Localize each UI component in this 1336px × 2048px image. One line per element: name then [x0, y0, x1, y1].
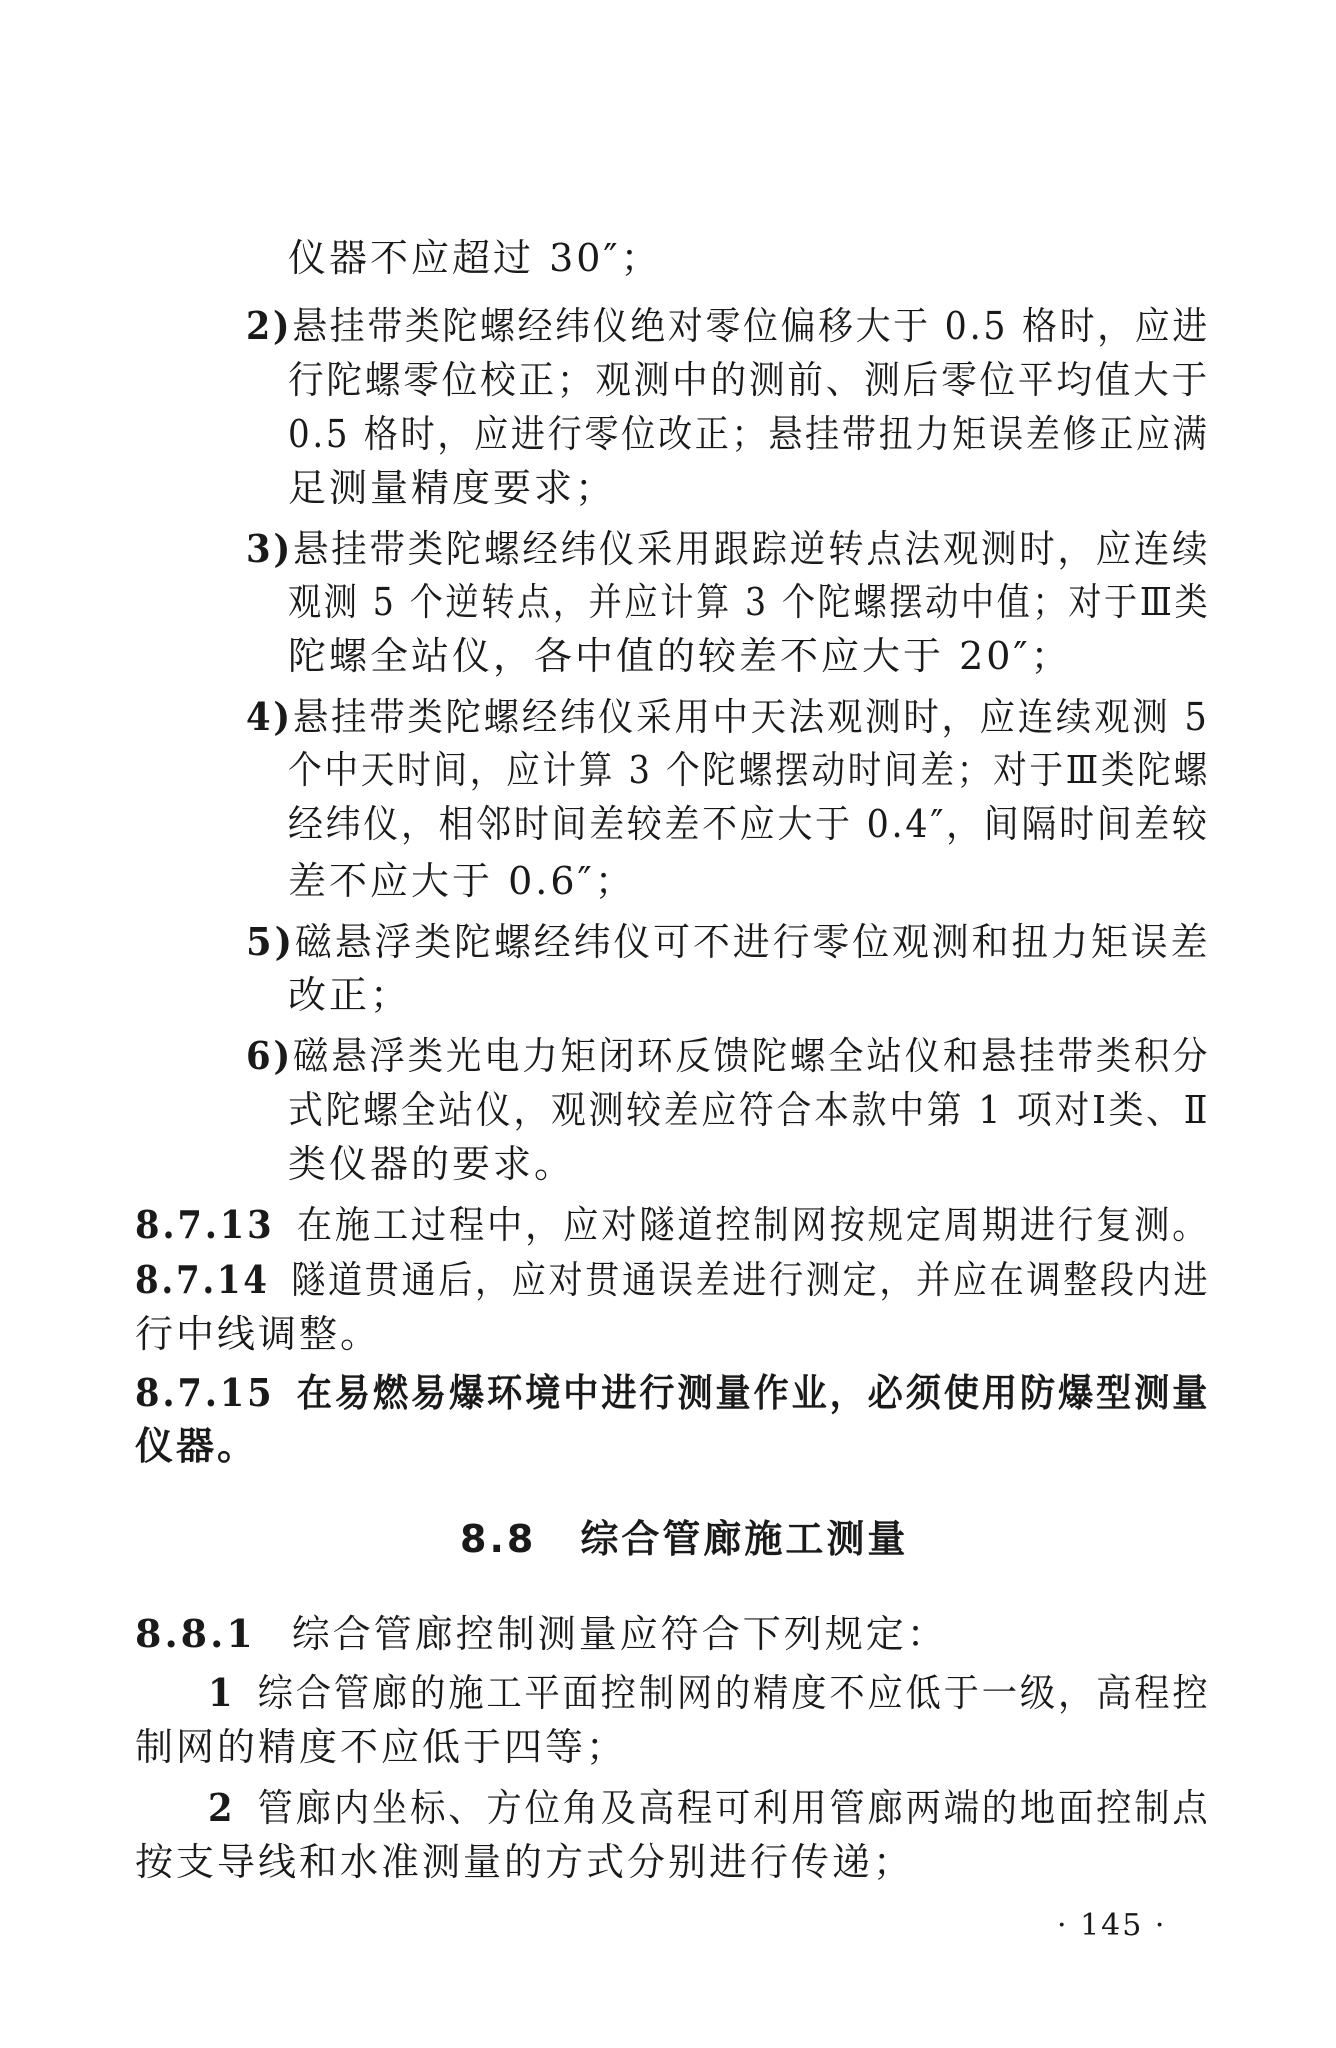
item-1: 1 综合管廊的施工平面控制网的精度不应低于一级，高程控 — [208, 1670, 1211, 1715]
item-marker: 5) — [246, 919, 295, 964]
text-line: 按支导线和水准测量的方式分别进行传递； — [135, 1840, 915, 1884]
clause-8-8-1: 8.8.1 综合管廊控制测量应符合下列规定： — [135, 1611, 948, 1656]
text-line: 制网的精度不应低于四等； — [135, 1725, 628, 1769]
text-line: 行中线调整。 — [135, 1312, 382, 1356]
clause-8-7-13: 8.7.13 在施工过程中，应对隧道控制网按规定周期进行复测。 — [135, 1202, 1211, 1247]
text-line: 陀螺全站仪，各中值的较差不应大于 20″； — [288, 634, 1072, 678]
clause-number: 8.7.13 — [135, 1202, 275, 1247]
text-line: 差不应大于 0.6″； — [288, 859, 636, 903]
text-line: 观测 5 个逆转点，并应计算 3 个陀螺摆动中值；对于Ⅲ类 — [288, 580, 1211, 624]
text-line: 类仪器的要求。 — [288, 1142, 576, 1186]
list-item-5: 5)磁悬浮类陀螺经纬仪可不进行零位观测和扭力矩误差 — [246, 919, 1211, 964]
text-line: 足测量精度要求； — [288, 466, 617, 510]
page-number: · 145 · — [1057, 1908, 1167, 1943]
list-item-3: 3)悬挂带类陀螺经纬仪采用跟踪逆转点法观测时，应连续 — [246, 526, 1211, 571]
item-number: 1 — [208, 1670, 236, 1715]
list-item-4: 4)悬挂带类陀螺经纬仪采用中天法观测时，应连续观测 5 — [246, 694, 1210, 739]
item-marker: 6) — [246, 1033, 294, 1078]
list-item-6: 6)磁悬浮类光电力矩闭环反馈陀螺全站仪和悬挂带类积分 — [246, 1033, 1211, 1078]
item-2: 2 管廊内坐标、方位角及高程可利用管廊两端的地面控制点 — [208, 1785, 1211, 1830]
list-item-2: 2)悬挂带类陀螺经纬仪绝对零位偏移大于 0.5 格时，应进 — [246, 303, 1210, 348]
text-line: 经纬仪，相邻时间差较差不应大于 0.4″，间隔时间差较 — [288, 802, 1210, 846]
item-marker: 2) — [246, 303, 293, 348]
clause-number: 8.8.1 — [135, 1611, 256, 1656]
text-line: 仪器不应超过 30″； — [288, 236, 662, 280]
text-line: 式陀螺全站仪，观测较差应符合本款中第 1 项对Ⅰ类、Ⅱ — [288, 1088, 1211, 1132]
clause-number: 8.7.15 — [135, 1370, 275, 1415]
section-title: 综合管廊施工测量 — [580, 1517, 909, 1561]
text-line: 个中天时间，应计算 3 个陀螺摆动时间差；对于Ⅲ类陀螺 — [288, 748, 1210, 792]
text-line: 改正； — [288, 973, 412, 1017]
text-line: 0.5 格时，应进行零位改正；悬挂带扭力矩误差修正应满 — [288, 412, 1210, 456]
clause-number: 8.7.14 — [135, 1257, 270, 1302]
section-number: 8.8 — [460, 1517, 537, 1561]
text-line: 仪器。 — [135, 1423, 259, 1468]
clause-8-7-15: 8.7.15 在易燃易爆环境中进行测量作业，必须使用防爆型测量 — [135, 1370, 1211, 1415]
item-marker: 3) — [246, 526, 294, 571]
text-line: 行陀螺零位校正；观测中的测前、测后零位平均值大于 — [288, 358, 1211, 402]
clause-8-7-14: 8.7.14 隧道贯通后，应对贯通误差进行测定，并应在调整段内进 — [135, 1257, 1211, 1302]
item-marker: 4) — [246, 694, 293, 739]
item-number: 2 — [208, 1785, 236, 1830]
section-heading — [460, 1515, 908, 1563]
